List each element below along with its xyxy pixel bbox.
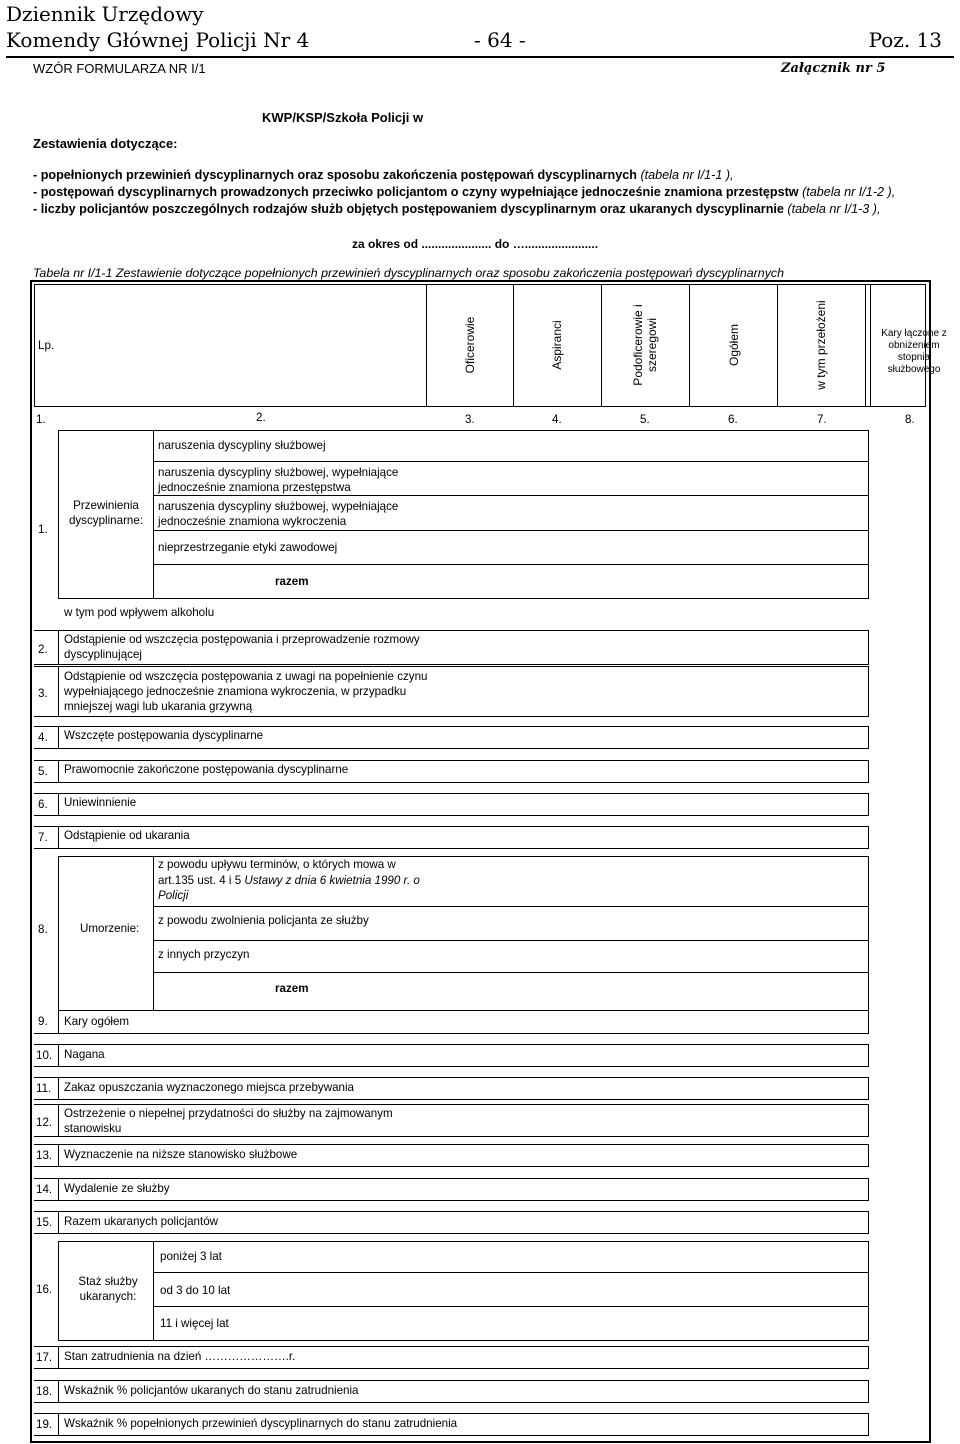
bullet-item: - popełnionych przewinień dyscyplinarnych oraz sposobu zakończenia postępowań dyscyplinarnych (tabela nr I/1-1 ),	[33, 168, 734, 182]
row-label: Stan zatrudnienia na dzień ………………….r.	[64, 1350, 296, 1363]
col-header-kary: Kary łączone z obniżeniem stopnia służbowego	[881, 328, 947, 375]
row-lp: 3.	[38, 687, 48, 700]
row-lp: 19.	[36, 1418, 53, 1431]
attachment-label: Załącznik nr 5	[781, 61, 886, 76]
col-header-oficerowie: Oficerowie	[463, 316, 477, 374]
row-label: Wszczęte postępowania dyscyplinarne	[64, 729, 264, 742]
col-number: 4.	[552, 413, 562, 426]
form-template-label: WZÓR FORMULARZA NR I/1	[33, 61, 206, 76]
journal-subtitle: Komendy Głównej Policji Nr 4	[6, 28, 310, 52]
row-label: z powodu zwolnienia policjanta ze służby	[158, 914, 369, 927]
row-label: Ostrzeżenie o niepełnej przydatności do służby na zajmowanym stanowisku	[64, 1107, 393, 1135]
col-number: 8.	[905, 413, 915, 426]
bullet-item: - postępowań dyscyplinarnych prowadzonych przeciwko policjantom o czyny wypełniające jednocześnie znamiona przestępstw (tabela nr I/1-2 ),	[33, 185, 896, 199]
row-label: od 3 do 10 lat	[160, 1284, 231, 1297]
row-lp: 4.	[38, 731, 48, 744]
col-header-podoficerowie: Podoficerowie i szeregowi	[631, 304, 659, 386]
col-number: 7.	[817, 413, 827, 426]
row-lp: 6.	[38, 798, 48, 811]
row-lp: 9.	[38, 1015, 48, 1028]
przewinienia-razem: razem	[275, 575, 309, 588]
row-label: w tym pod wpływem alkoholu	[64, 606, 215, 619]
row-label: naruszenia dyscypliny służbowej	[158, 439, 326, 452]
row-label: Odstąpienie od ukarania	[64, 829, 190, 842]
bullet-item: - liczby policjantów poszczególnych rodzajów służb objętych postępowaniem dyscyplinarnym oraz ukaranych dyscyplinarnie (tabela nr I/1-3 ),	[33, 202, 881, 216]
row-lp: 16.	[36, 1283, 53, 1296]
col-number: 1.	[36, 413, 46, 426]
staz-label: Staż służby ukaranych:	[78, 1275, 138, 1303]
row-label: Razem ukaranych policjantów	[64, 1215, 219, 1228]
row-lp: 17.	[36, 1351, 53, 1364]
row-lp: 11.	[36, 1082, 52, 1095]
row-label: Kary ogółem	[64, 1015, 130, 1028]
row-lp: 7.	[38, 831, 48, 844]
row-lp: 18.	[36, 1385, 53, 1398]
row-lp: 1.	[38, 523, 48, 536]
page-number: - 64 -	[474, 28, 526, 52]
umorzenie-razem: razem	[275, 982, 309, 995]
header-rule	[6, 56, 954, 58]
row-label: 11 i więcej lat	[160, 1317, 229, 1330]
row-label: poniżej 3 lat	[160, 1250, 222, 1263]
col-header-aspiranci: Aspiranci	[550, 320, 564, 370]
przewinienia-label: Przewinienia dyscyplinarne:	[68, 499, 144, 527]
col-number: 6.	[728, 413, 738, 426]
row-label: naruszenia dyscypliny służbowej, wypełniające jednocześnie znamiona przestępstwa	[158, 466, 399, 494]
col-header-lp: Lp.	[38, 339, 55, 352]
unit-label: KWP/KSP/Szkoła Policji w	[262, 110, 424, 125]
row-label: Uniewinnienie	[64, 796, 137, 809]
row-label: Prawomocnie zakończone postępowania dyscyplinarne	[64, 763, 349, 776]
row-label: naruszenia dyscypliny służbowej, wypełniające jednocześnie znamiona wykroczenia	[158, 500, 399, 528]
col-number: 5.	[640, 413, 650, 426]
umorzenie-label: Umorzenie:	[80, 922, 140, 935]
row-label: z innych przyczyn	[158, 948, 250, 961]
row-lp: 5.	[38, 765, 48, 778]
row-label: Wskaźnik % policjantów ukaranych do stanu zatrudnienia	[64, 1384, 359, 1397]
row-lp: 2.	[38, 643, 48, 656]
row-label: Odstąpienie od wszczęcia postępowania i przeprowadzenie rozmowy dyscyplinującej	[64, 633, 420, 661]
row-label: Wyznaczenie na niższe stanowisko służbowe	[64, 1148, 298, 1161]
row-label: z powodu upływu terminów, o których mowa w art.135 ust. 4 i 5 Ustawy z dnia 6 kwietnia 1990 r. o Policji	[158, 858, 420, 902]
row-lp: 8.	[38, 923, 48, 936]
row-label: Zakaz opuszczania wyznaczonego miejsca przebywania	[64, 1081, 354, 1094]
row-label: Nagana	[64, 1048, 105, 1061]
col-header-przelozeni: w tym przełożeni	[814, 300, 828, 390]
row-label: nieprzestrzeganie etyki zawodowej	[158, 541, 338, 554]
row-lp: 14.	[36, 1183, 53, 1196]
row-label: Wskaźnik % popełnionych przewinień dyscyplinarnych do stanu zatrudnienia	[64, 1417, 458, 1430]
row-lp: 13.	[36, 1149, 53, 1162]
position-number: Poz. 13	[868, 28, 942, 52]
row-label: Odstąpienie od wszczęcia postępowania z uwagi na popełnienie czynu wypełniającego jednocześnie znamiona wykroczenia, w przypadku mniejszej wagi lub ukarania grzywną	[64, 670, 428, 713]
col-number: 2.	[256, 411, 266, 424]
table-caption: Tabela nr I/1-1 Zestawienie dotyczące popełnionych przewinień dyscyplinarnych oraz sposobu zakończenia postępowań dyscyplinarnych	[33, 266, 784, 280]
period-line: za okres od ..................... do …......................	[352, 237, 599, 251]
col-header-ogolem: Ogółem	[727, 323, 741, 367]
col-number: 3.	[465, 413, 475, 426]
row-lp: 10.	[36, 1049, 53, 1062]
row-label: Wydalenie ze służby	[64, 1182, 170, 1195]
row-lp: 15.	[36, 1216, 53, 1229]
row-lp: 12.	[36, 1116, 53, 1129]
statements-label: Zestawienia dotyczące:	[33, 136, 178, 151]
journal-title: Dziennik Urzędowy	[6, 2, 204, 26]
